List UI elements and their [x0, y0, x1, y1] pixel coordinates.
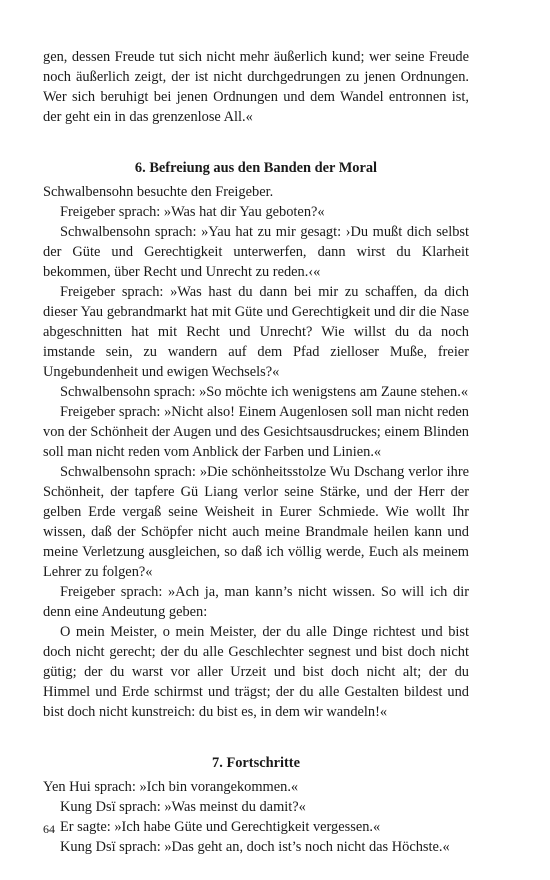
- section-7-heading: 7. Fortschritte: [212, 755, 300, 771]
- paragraph: Freigeber sprach: »Was hat dir Yau geboten?«: [60, 204, 325, 220]
- paragraph: Freigeber sprach: »Ach ja, man kann’s nicht wissen. So will ich dir denn eine Andeutung geben:: [43, 584, 469, 620]
- page-number: 64: [43, 822, 55, 836]
- paragraph: Freigeber sprach: »Nicht also! Einem Augenlosen soll man nicht reden von der Schönheit der Augen und des Gesichtsausdruckes; einem Blinden soll man nicht reden vom Anblick der Farben und Linien.«: [43, 404, 469, 460]
- paragraph: Er sagte: »Ich habe Güte und Gerechtigkeit vergessen.«: [60, 819, 381, 835]
- paragraph: Schwalbensohn besuchte den Freigeber.: [43, 184, 274, 200]
- paragraph: Yen Hui sprach: »Ich bin vorangekommen.«: [43, 779, 299, 795]
- paragraph: O mein Meister, o mein Meister, der du alle Dinge richtest und bist doch nicht gerecht; der du alle Geschlechter segnest und bist doch nicht gütig; der du warst vor aller Urzeit und bist doch nicht alt; der du Himmel und Erde schirmst und trägst; der du alle Gestalten bildest und bist doch nicht kunstreich: du bist es, in dem wir wandeln!«: [43, 624, 469, 720]
- paragraph: Schwalbensohn sprach: »Yau hat zu mir gesagt: ›Du mußt dich selbst der Güte und Gerechtigkeit unterwerfen, dann wirst du Klarheit bekommen, über Recht und Unrecht zu reden.‹«: [43, 224, 469, 280]
- paragraph: Schwalbensohn sprach: »So möchte ich wenigstens am Zaune stehen.«: [60, 384, 469, 400]
- section-7-body: [43, 777, 469, 857]
- paragraph: Freigeber sprach: »Was hast du dann bei mir zu schaffen, da dich dieser Yau gebrandmarkt hat mit Güte und Gerechtigkeit und dir die Nase abgeschnitten hat mit Recht und Unrecht? Wie willst du da noch imstande sein, zu wandern auf dem Pfad zielloser Muße, freier Ungebundenheit und ewigen Wechsels?«: [43, 284, 469, 380]
- section-6-heading: 6. Befreiung aus den Banden der Moral: [134, 160, 378, 176]
- paragraph: Kung Dsï sprach: »Was meinst du damit?«: [60, 799, 306, 815]
- book-page: [43, 47, 469, 857]
- paragraph: Kung Dsï sprach: »Das geht an, doch ist’s noch nicht das Höchste.«: [60, 839, 450, 855]
- section-6-body: [43, 182, 469, 722]
- paragraph: Schwalbensohn sprach: »Die schönheitsstolze Wu Dschang verlor ihre Schönheit, der tapfere Gü Liang verlor seine Stärke, und der Herr der gelben Erde vergaß seine Weisheit in Eurer Schmiede. Wie wollt Ihr wissen, daß der Schöpfer nicht auch meine Brandmale heilen kann und meine Verletzung ausgleichen, so daß ich völlig werde, Euch als meinem Lehrer zu folgen?«: [43, 464, 469, 580]
- intro-paragraph: gen, dessen Freude tut sich nicht mehr äußerlich kund; wer seine Freude noch äußerlich zeigt, der ist nicht durchgedrungen zu jenen Ordnungen. Wer sich beruhigt bei jenen Ordnungen und dem Wandel entronnen ist, der geht ein in das grenzenlose All.«: [43, 49, 469, 125]
